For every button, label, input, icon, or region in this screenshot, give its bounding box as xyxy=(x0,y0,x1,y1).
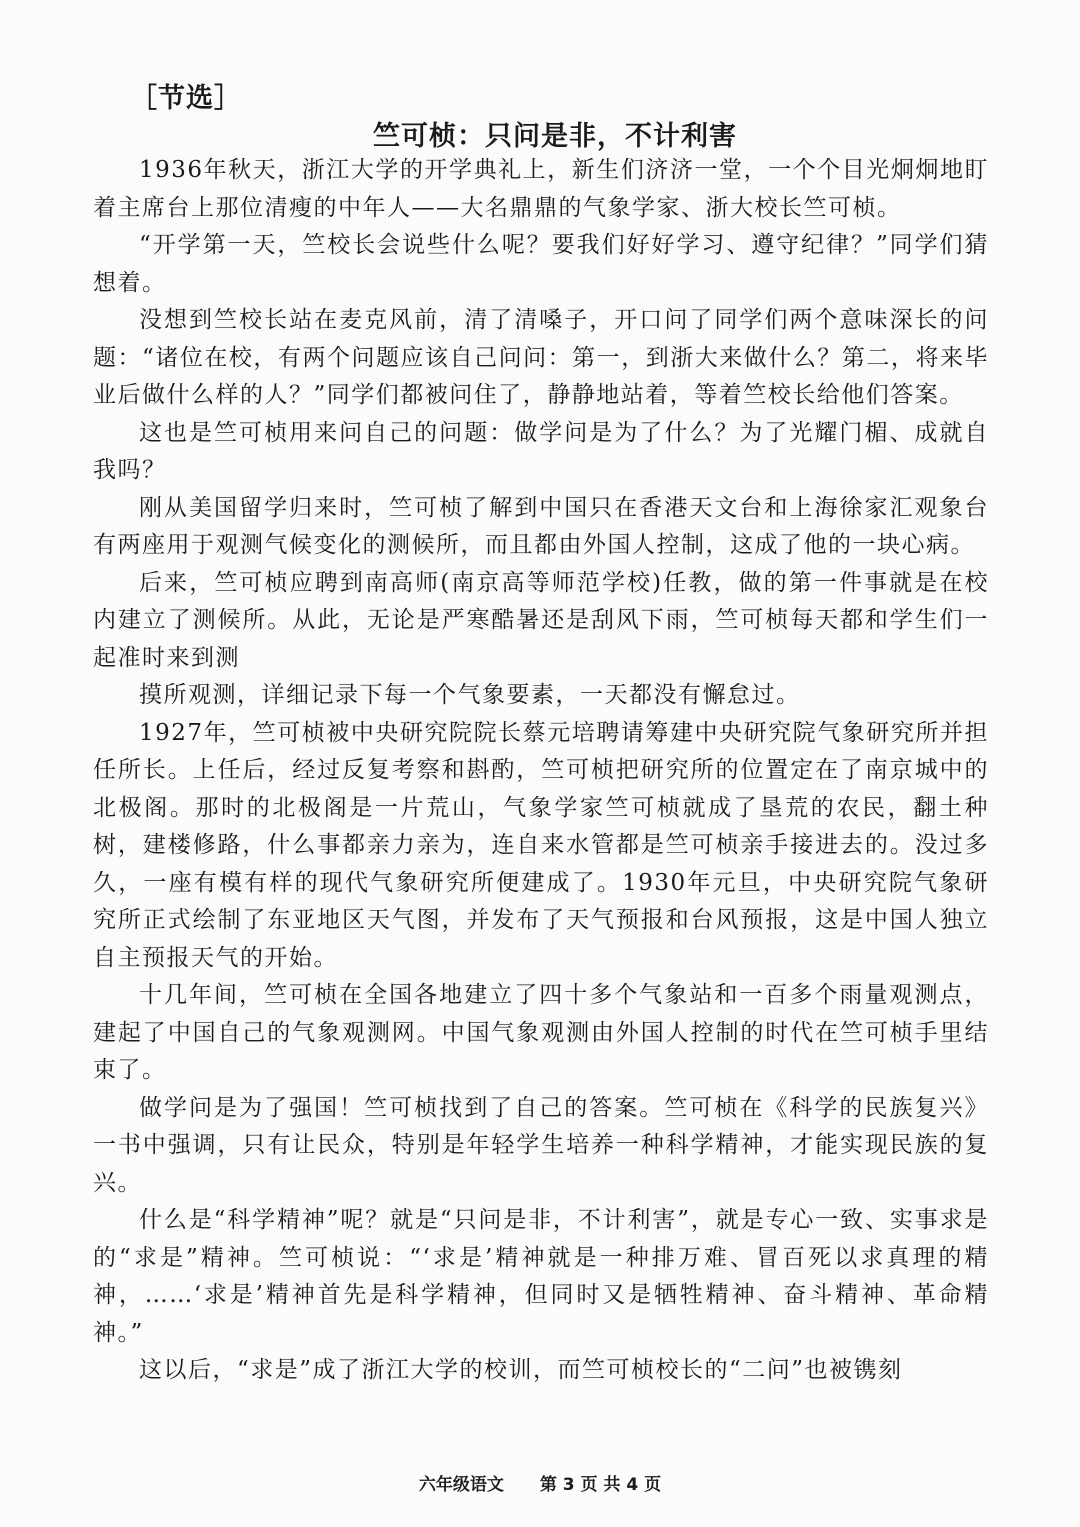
paragraph: 后来，竺可桢应聘到南高师(南京高等师范学校)任教，做的第一件事就是在校内建立了测候所。从此，无论是严寒酷暑还是刮风下雨，竺可桢每天都和学生们一起准时来到测 xyxy=(93,569,989,671)
paragraph: 1936年秋天，浙江大学的开学典礼上，新生们济济一堂，一个个目光炯炯地盯着主席台上那位清瘦的中年人——大名鼎鼎的气象学家、浙大校长竺可桢。 xyxy=(93,157,989,221)
paragraph: 这以后，“求是”成了浙江大学的校训，而竺可桢校长的“二问”也被镌刻 xyxy=(139,1357,903,1383)
paragraph: 1927年，竺可桢被中央研究院院长蔡元培聘请筹建中央研究院气象研究所并担任所长。上任后，经过反复考察和斟酌，竺可桢把研究所的位置定在了南京城中的北极阁。那时的北极阁是一片荒山，气象学家竺可桢就成了垦荒的农民，翻土种树，建楼修路，什么事都亲力亲为，连自来水管都是竺可桢亲手接进去的。没过多久，一座有模有样的现代气象研究所便建成了。1930年元旦，中央研究院气象研究所正式绘制了东亚地区天气图，并发布了天气预报和台风预报，这是中国人独立自主预报天气的开始。 xyxy=(93,719,989,971)
paragraph: 什么是“科学精神”呢？就是“只问是非，不计利害”，就是专心一致、实事求是的“求是”精神。竺可桢说：“‘求是’精神就是一种排万难、冒百死以求真理的精神，……‘求是’精神首先是科学精神，但同时又是牺牲精神、奋斗精神、革命精神。” xyxy=(93,1207,989,1346)
paragraph: “开学第一天，竺校长会说些什么呢？要我们好好学习、遵守纪律？”同学们猜想着。 xyxy=(93,232,989,296)
page-footer xyxy=(0,1470,1080,1495)
paragraph: 十几年间，竺可桢在全国各地建立了四十多个气象站和一百多个雨量观测点，建起了中国自己的气象观测网。中国气象观测由外国人控制的时代在竺可桢手里结束了。 xyxy=(93,982,989,1083)
article-body xyxy=(93,152,989,1390)
footer-subject: 六年级语文 xyxy=(418,1475,504,1495)
footer-page-number: 第 3 页 共 4 页 xyxy=(539,1475,662,1495)
paragraph: 做学问是为了强国！竺可桢找到了自己的答案。竺可桢在《科学的民族复兴》一书中强调，只有让民众，特别是年轻学生培养一种科学精神，才能实现民族的复兴。 xyxy=(93,1094,989,1196)
paragraph: 没想到竺校长站在麦克风前，清了清嗓子，开口问了同学们两个意味深长的问题：“诸位在校，有两个问题应该自己问问：第一，到浙大来做什么？第二，将来毕业后做什么样的人？”同学们都被问住了，静静地站着，等着竺校长给他们答案。 xyxy=(93,307,989,408)
paragraph: 摸所观测，详细记录下每一个气象要素，一天都没有懈怠过。 xyxy=(139,682,801,708)
paragraph: 这也是竺可桢用来问自己的问题：做学问是为了什么？为了光耀门楣、成就自我吗？ xyxy=(93,419,989,483)
excerpt-tag: ［节选］ xyxy=(130,83,242,114)
article-title: 竺可桢：只问是非，不计利害 xyxy=(373,121,737,152)
paragraph: 刚从美国留学归来时，竺可桢了解到中国只在香港天文台和上海徐家汇观象台有两座用于观测气候变化的测候所，而且都由外国人控制，这成了他的一块心病。 xyxy=(93,494,989,558)
